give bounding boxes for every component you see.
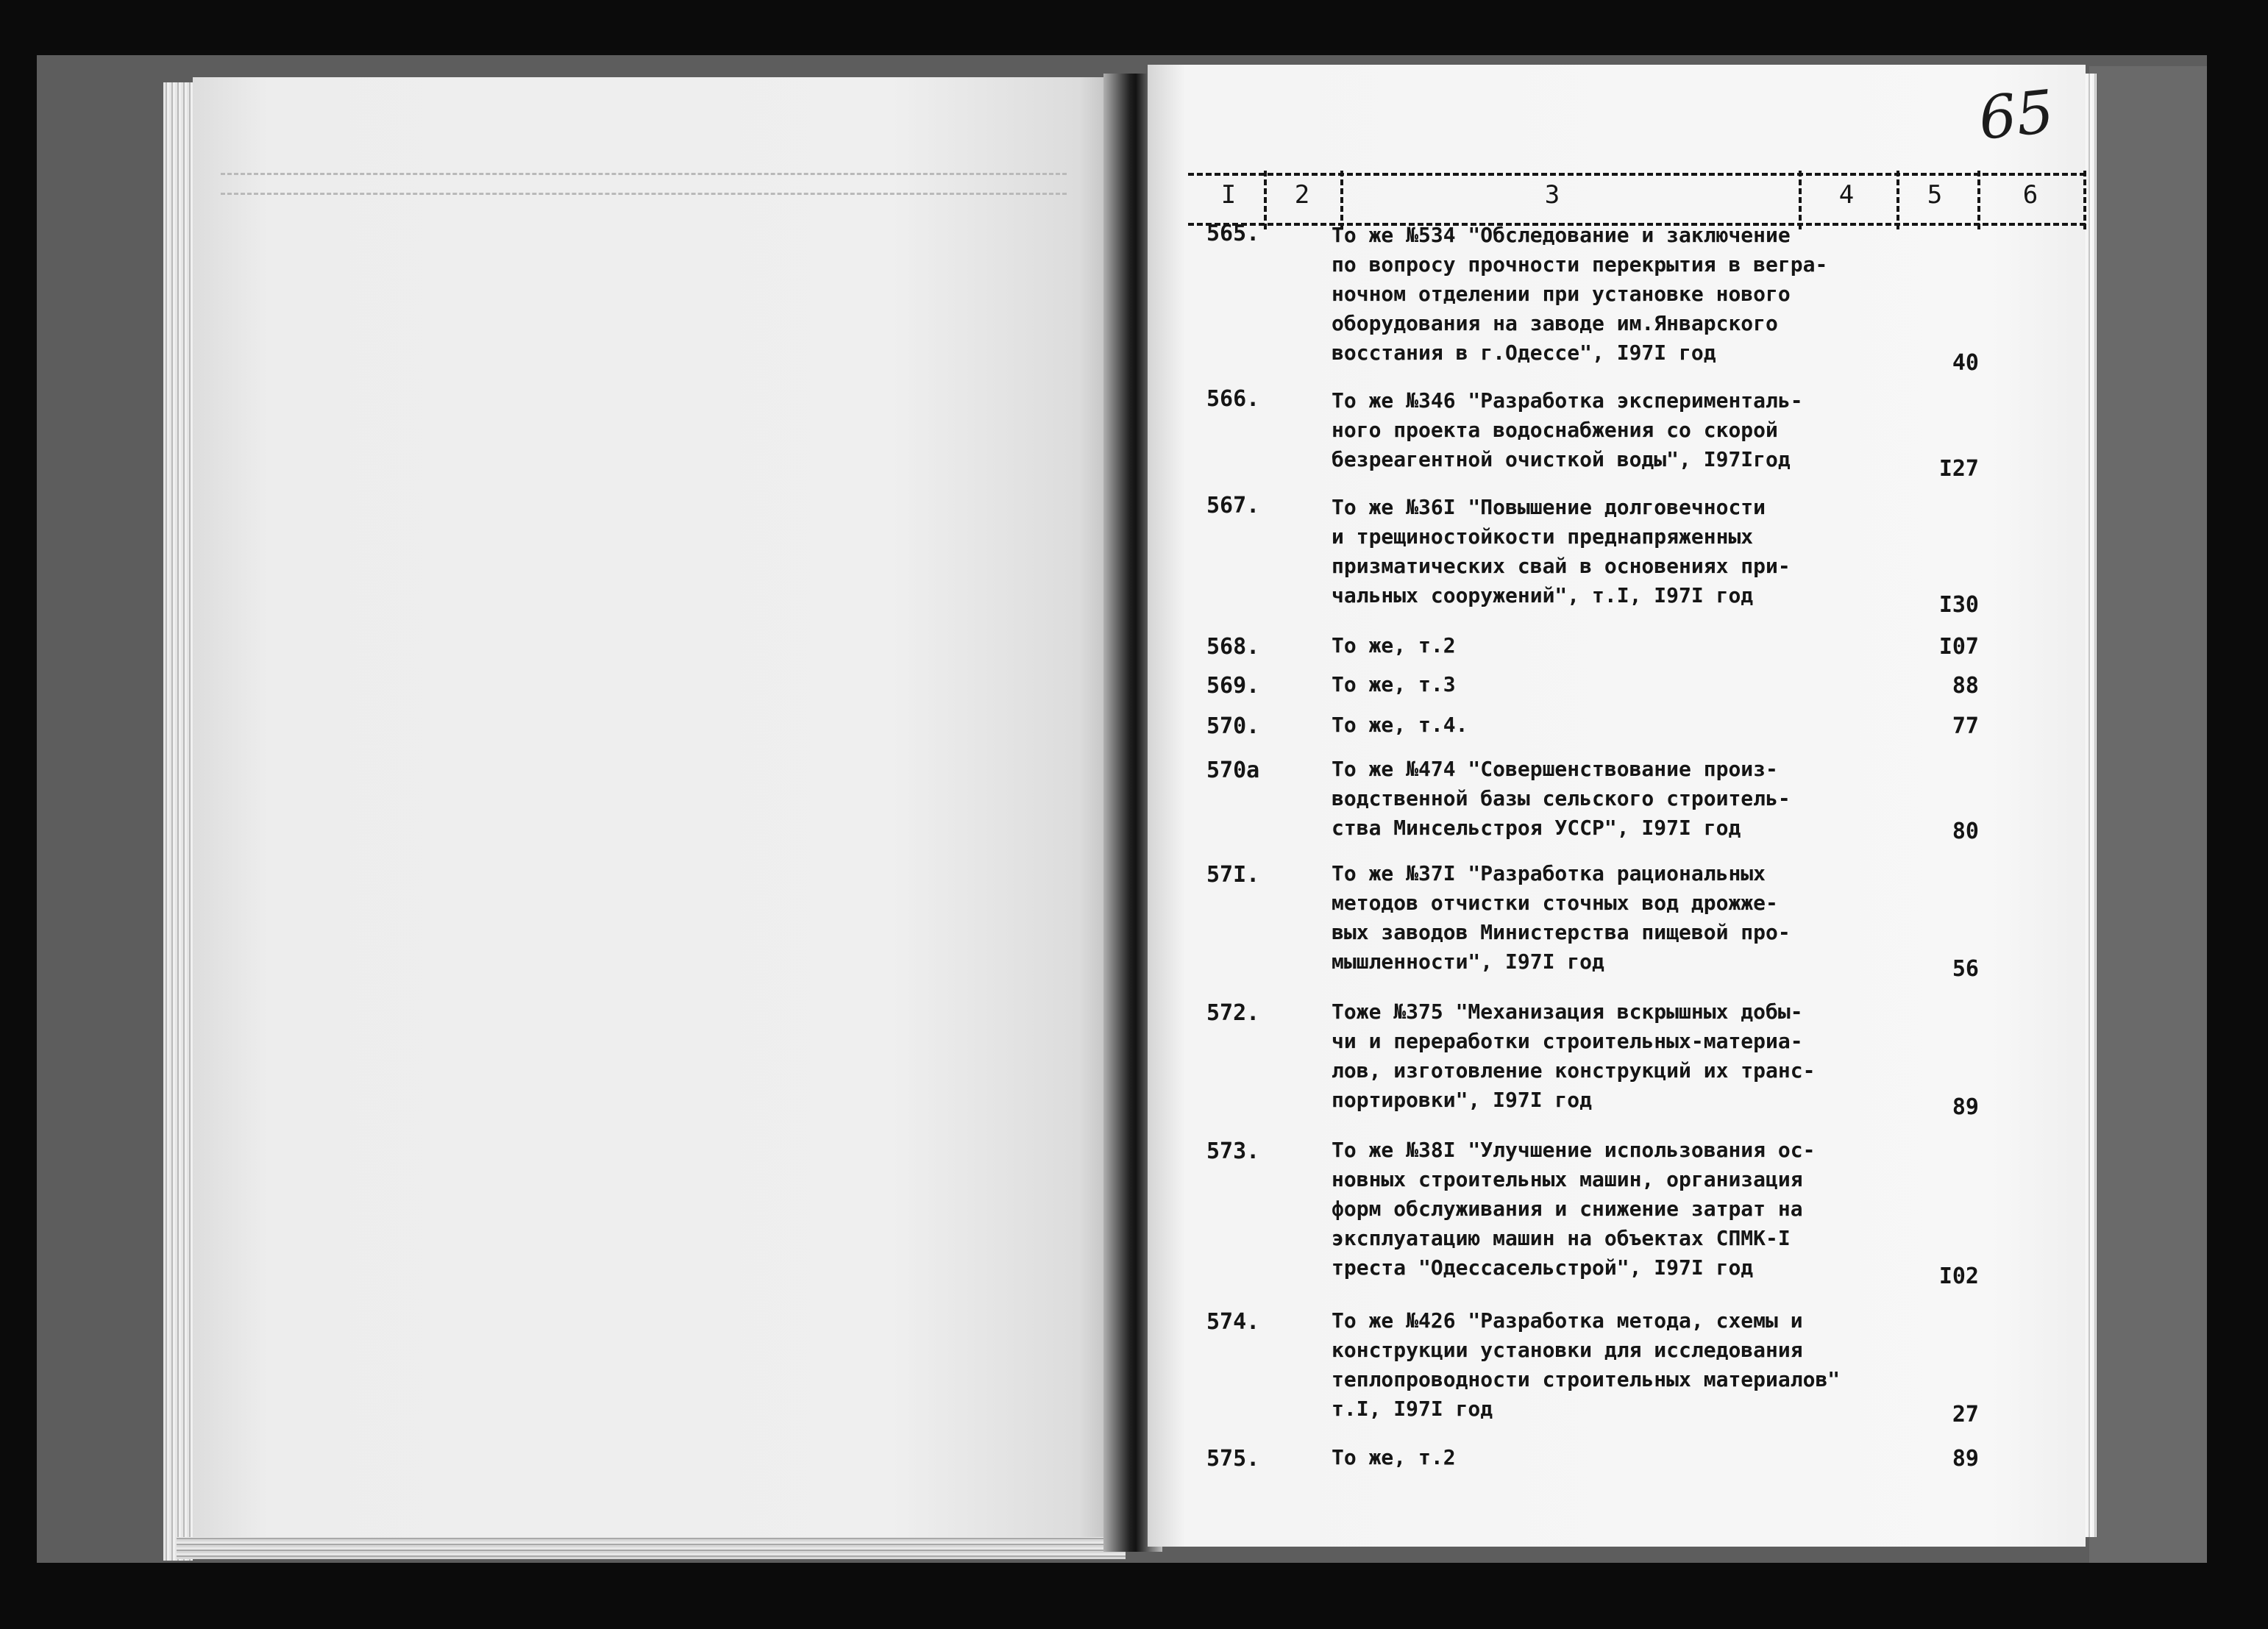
entry-pages: 80 (1952, 819, 1979, 844)
entry-line: лов, изготовление конструкций их транс- (1332, 1058, 1816, 1083)
entry-title (1332, 1443, 1861, 1472)
entry-line: форм обслуживания и снижение затрат на (1332, 1197, 1803, 1221)
entry-line: То же №38I "Улучшение использования ос- (1332, 1138, 1816, 1162)
entry-line: То же, т.3 (1332, 672, 1456, 696)
column-header-6: 6 (2022, 180, 2038, 210)
entry-line: восстания в г.Одессе", I97I год (1332, 341, 1716, 365)
column-header-3: 3 (1544, 180, 1560, 210)
entry-number: 568. (1206, 634, 1260, 660)
entry-number: 572. (1206, 1000, 1260, 1026)
entry-title (1332, 859, 1861, 977)
entry-line: оборудования на заводе им.Январского (1332, 311, 1778, 335)
entry-title (1332, 386, 1861, 474)
entry-line: чальных сооружений", т.I, I97I год (1332, 583, 1754, 607)
entry-line: ного проекта водоснабжения со скорой (1332, 418, 1778, 442)
entry-pages: 88 (1952, 673, 1979, 699)
entry-number: 570. (1206, 713, 1260, 739)
entry-line: методов отчистки сточных вод дрожже- (1332, 891, 1778, 915)
entry-pages: 89 (1952, 1094, 1979, 1120)
ghost-rule (221, 173, 1067, 175)
column-divider (1977, 171, 1980, 229)
entry-pages: 56 (1952, 956, 1979, 982)
entry-title (1332, 755, 1861, 843)
entry-number: 570а (1206, 758, 1260, 783)
entry-pages: 89 (1952, 1446, 1979, 1472)
left-page (193, 77, 1126, 1541)
column-header-2: 2 (1294, 180, 1310, 210)
entry-line: призматических свай в основениях при- (1332, 554, 1791, 578)
entry-line: То же №36I "Повышение долговечности (1332, 495, 1766, 519)
entry-line: То же, т.4. (1332, 713, 1468, 737)
entry-line: портировки", I97I год (1332, 1088, 1593, 1112)
page-number: 65 (1975, 76, 2058, 154)
entry-line: и трещиностойкости преднапряженных (1332, 524, 1754, 549)
entry-line: водственной базы сельского строитель- (1332, 786, 1791, 810)
book-cover-edge (2089, 66, 2207, 1563)
entry-pages: 27 (1952, 1402, 1979, 1427)
entry-pages: 77 (1952, 713, 1979, 739)
entry-title (1332, 493, 1861, 610)
entry-title (1332, 1306, 1861, 1424)
entry-line: ства Минсельстроя УССР", I97I год (1332, 816, 1741, 840)
entry-line: То же, т.2 (1332, 633, 1456, 657)
entry-line: То же №474 "Совершенствование произ- (1332, 757, 1778, 781)
entry-line: То же №426 "Разработка метода, схемы и (1332, 1308, 1803, 1333)
column-header-1: I (1220, 180, 1237, 210)
entry-line: вых заводов Министерства пищевой про- (1332, 920, 1791, 944)
entry-line: безреагентной очисткой воды", I97Iгод (1332, 447, 1791, 471)
entry-line: по вопросу прочности перекрытия в вегра- (1332, 252, 1828, 277)
entry-line: То же, т.2 (1332, 1445, 1456, 1469)
entry-number: 57I. (1206, 862, 1260, 888)
entry-line: То же №346 "Разработка эксперименталь- (1332, 388, 1803, 413)
column-header-4: 4 (1838, 180, 1855, 210)
column-divider (1896, 171, 1899, 229)
entry-title (1332, 997, 1861, 1115)
entry-number: 567. (1206, 493, 1260, 518)
entry-line: новных строительных машин, организация (1332, 1167, 1803, 1191)
column-divider (2083, 171, 2086, 229)
entry-pages: I30 (1938, 592, 1979, 618)
entry-line: ночном отделении при установке нового (1332, 282, 1791, 306)
entry-title (1332, 710, 1861, 740)
entry-line: треста "Одессасельстрой", I97I год (1332, 1255, 1754, 1280)
entry-title (1332, 1136, 1861, 1283)
entry-title (1332, 670, 1861, 699)
entry-number: 566. (1206, 386, 1260, 412)
bottom-page-stack (177, 1537, 1126, 1559)
entry-number: 565. (1206, 221, 1260, 246)
entry-number: 575. (1206, 1446, 1260, 1472)
header-top-rule (1188, 173, 2086, 176)
entry-line: Тоже №375 "Механизация вскрышных добы- (1332, 999, 1803, 1024)
entry-line: конструкции установки для исследования (1332, 1338, 1803, 1362)
entry-pages: I02 (1938, 1263, 1979, 1289)
entry-title (1332, 221, 1861, 368)
entry-line: эксплуатацию машин на объектах СПМК-I (1332, 1226, 1791, 1250)
entry-line: То же №534 "Обследование и заключение (1332, 223, 1791, 247)
entry-line: чи и переработки строительных-материа- (1332, 1029, 1803, 1053)
entry-title (1332, 631, 1861, 660)
entry-line: мышленности", I97I год (1332, 949, 1604, 974)
column-header-5: 5 (1927, 180, 1943, 210)
entry-pages: I07 (1938, 634, 1979, 660)
entry-pages: 40 (1952, 350, 1979, 376)
left-page-stack (163, 82, 193, 1561)
entry-line: т.I, I97I год (1332, 1397, 1493, 1421)
ghost-rule (221, 193, 1067, 195)
entry-pages: I27 (1938, 456, 1979, 482)
entry-line: То же №37I "Разработка рациональных (1332, 861, 1766, 885)
entry-number: 574. (1206, 1309, 1260, 1335)
entry-number: 573. (1206, 1138, 1260, 1164)
entry-number: 569. (1206, 673, 1260, 699)
entry-line: теплопроводности строительных материалов" (1332, 1367, 1841, 1391)
